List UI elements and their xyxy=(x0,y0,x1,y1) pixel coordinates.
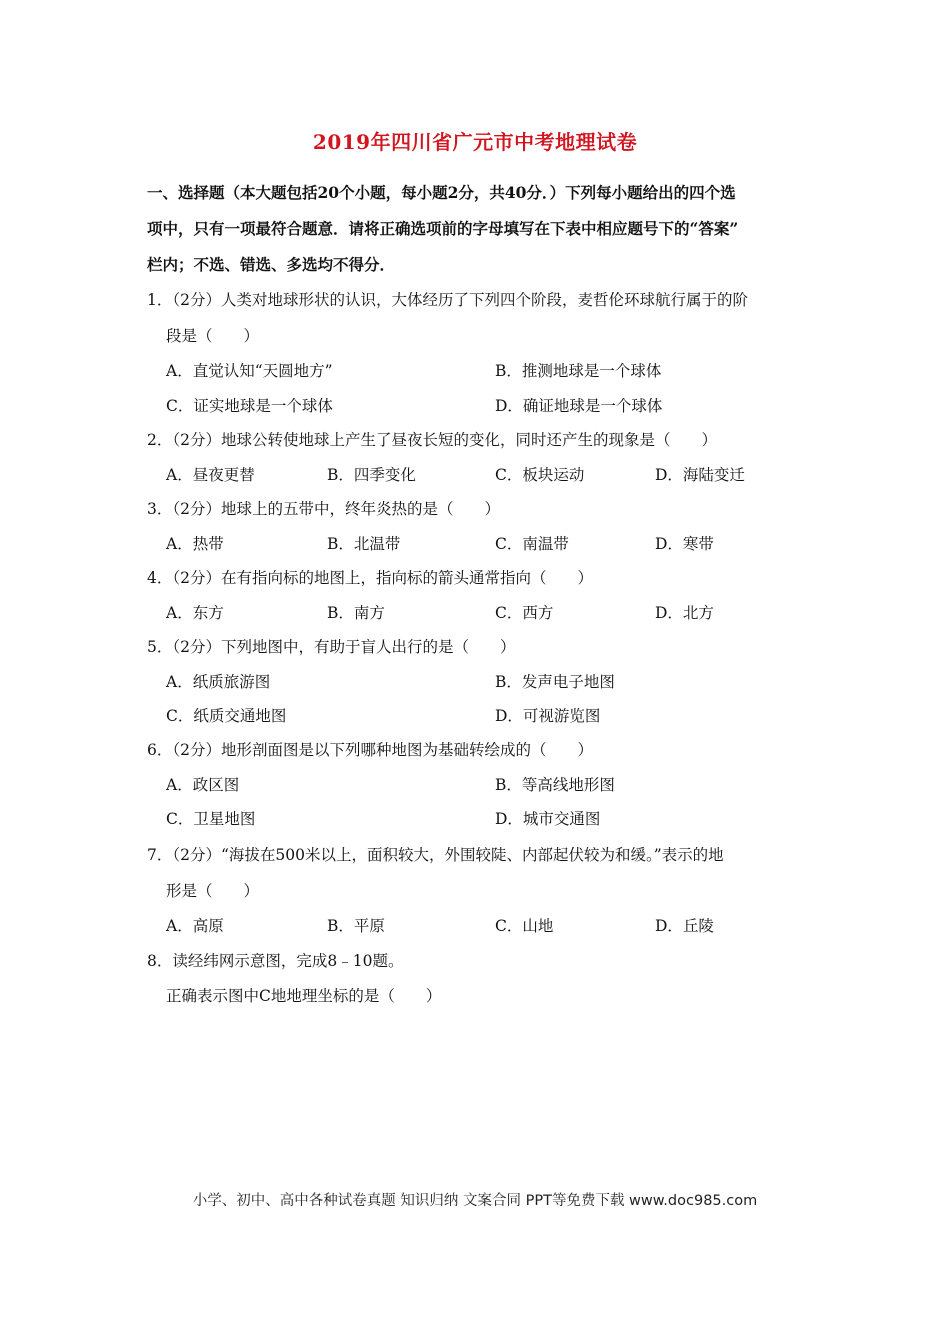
question-3-option-c: C．南温带 xyxy=(495,535,569,553)
question-2-option-a: A．昼夜更替 xyxy=(166,466,255,484)
question-7-stem-cont: 形是（ ） xyxy=(166,882,260,900)
question-4-option-c: C．西方 xyxy=(495,604,554,622)
page-title: 2019年四川省广元市中考地理试卷 xyxy=(312,130,638,154)
question-3-stem: 3．（2分）地球上的五带中，终年炎热的是（ ） xyxy=(147,500,500,518)
question-7-option-c: C．山地 xyxy=(495,917,554,935)
question-5-option-a: A．纸质旅游图 xyxy=(166,673,271,691)
question-1-stem: 1．（2分）人类对地球形状的认识，大体经历了下列四个阶段，麦哲伦环球航行属于的阶 xyxy=(147,291,748,309)
question-7-option-a: A．高原 xyxy=(166,917,224,935)
question-1-option-c: C．证实地球是一个球体 xyxy=(166,397,333,415)
section-instructions-line1: 一、选择题（本大题包括20个小题，每小题2分，共40分．）下列每小题给出的四个选 xyxy=(147,183,736,202)
section-instructions-line2: 项中，只有一项最符合题意．请将正确选项前的字母填写在下表中相应题号下的“答案” xyxy=(147,219,739,238)
question-6-stem: 6．（2分）地形剖面图是以下列哪种地图为基础转绘成的（ ） xyxy=(147,741,593,759)
question-1-option-b: B．推测地球是一个球体 xyxy=(495,362,662,380)
question-8-stem: 8．读经纬网示意图，完成8﹣10题。 xyxy=(147,952,404,970)
question-3-option-b: B．北温带 xyxy=(327,535,401,553)
question-7-stem: 7．（2分）“海拔在500米以上，面积较大，外围较陡、内部起伏较为和缓。”表示的地 xyxy=(147,846,724,864)
question-2-stem: 2．（2分）地球公转使地球上产生了昼夜长短的变化，同时还产生的现象是（ ） xyxy=(147,431,717,449)
question-6-option-a: A．政区图 xyxy=(166,776,240,794)
question-7-option-b: B．平原 xyxy=(327,917,385,935)
question-4-option-d: D．北方 xyxy=(655,604,714,622)
question-2-option-c: C．板块运动 xyxy=(495,466,585,484)
question-2-option-d: D．海陆变迁 xyxy=(655,466,745,484)
question-1-option-a: A．直觉认知“天圆地方” xyxy=(166,362,333,380)
question-6-option-d: D．城市交通图 xyxy=(495,810,601,828)
question-3-option-a: A．热带 xyxy=(166,535,224,553)
question-1-stem-cont: 段是（ ） xyxy=(166,327,260,345)
question-5-option-b: B．发声电子地图 xyxy=(495,673,615,691)
page-footer: 小学、初中、高中各种试卷真题 知识归纳 文案合同 PPT等免费下载 www.doc985.com xyxy=(192,1193,758,1209)
question-3-option-d: D．寒带 xyxy=(655,535,714,553)
question-4-option-a: A．东方 xyxy=(166,604,224,622)
question-5-option-c: C．纸质交通地图 xyxy=(166,707,287,725)
section-instructions-line3: 栏内；不选、错选、多选均不得分． xyxy=(147,255,396,274)
question-6-option-b: B．等高线地形图 xyxy=(495,776,615,794)
question-5-stem: 5．（2分）下列地图中，有助于盲人出行的是（ ） xyxy=(147,638,516,656)
question-7-option-d: D．丘陵 xyxy=(655,917,714,935)
question-1-option-d: D．确证地球是一个球体 xyxy=(495,397,663,415)
question-4-option-b: B．南方 xyxy=(327,604,385,622)
question-5-option-d: D．可视游览图 xyxy=(495,707,601,725)
question-4-stem: 4．（2分）在有指向标的地图上，指向标的箭头通常指向（ ） xyxy=(147,569,593,587)
question-6-option-c: C．卫星地图 xyxy=(166,810,256,828)
question-8-subquestion: 正确表示图中C地地理坐标的是（ ） xyxy=(166,987,442,1005)
question-2-option-b: B．四季变化 xyxy=(327,466,416,484)
